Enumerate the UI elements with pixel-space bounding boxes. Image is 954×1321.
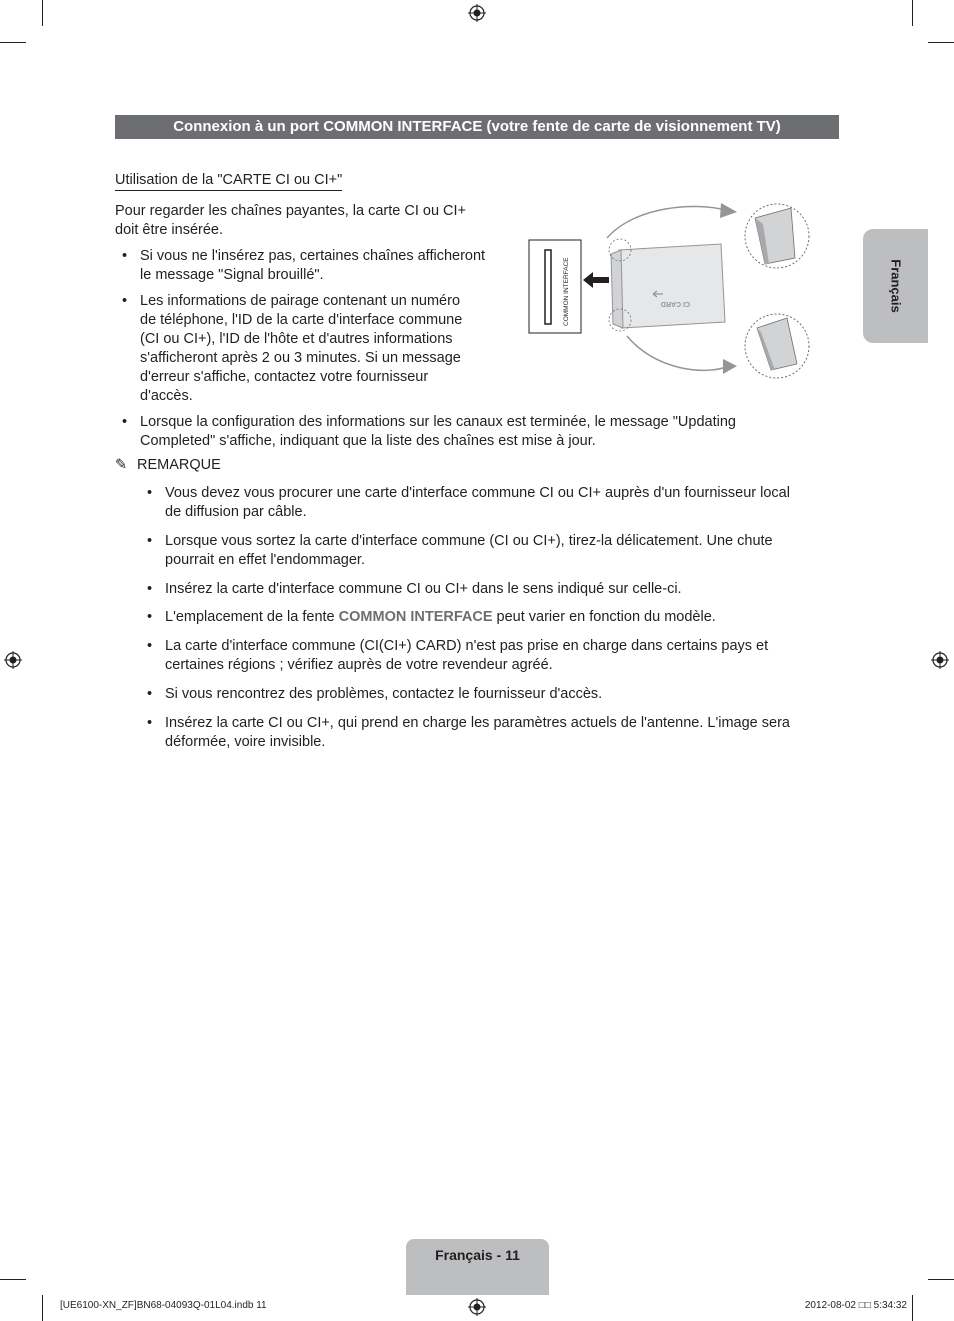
bullet-icon: •: [147, 715, 153, 731]
list-item: [122, 292, 463, 406]
crop-mark: [42, 1295, 43, 1321]
crop-mark: [928, 42, 954, 43]
crop-mark: [928, 1279, 954, 1280]
text-line: (CI ou CI+), l'ID de l'hôte et d'autres informations: [140, 331, 453, 347]
registration-mark-icon: [468, 1298, 486, 1316]
text-run: L'emplacement de la fente: [165, 609, 339, 625]
bullet-icon: •: [122, 248, 128, 264]
text-line: La carte d'interface commune (CI(CI+) CARD) n'est pas prise en charge dans certains pays et: [165, 638, 769, 654]
crop-mark: [0, 42, 26, 43]
registration-mark-icon: [468, 4, 486, 22]
text-line: Insérez la carte CI ou CI+, qui prend en charge les paramètres actuels de l'antenne. L'image sera: [165, 715, 790, 731]
bullet-icon: •: [122, 293, 128, 309]
text-line: doit être insérée.: [115, 222, 224, 238]
text-line: Completed" s'affiche, indiquant que la liste des chaînes est mise à jour.: [140, 433, 596, 449]
note-header: [115, 456, 221, 475]
bullet-icon: •: [122, 414, 128, 430]
text-line: déformée, voire invisible.: [165, 734, 326, 750]
bullet-icon: •: [147, 686, 153, 702]
list-item: [147, 484, 790, 522]
text-run: peut varier en fonction du modèle.: [492, 609, 716, 625]
crop-mark: [912, 1295, 913, 1321]
note-label: REMARQUE: [137, 457, 221, 473]
ci-card-illustration: [525, 198, 815, 383]
language-tab: [863, 229, 928, 343]
text-line: certaines régions ; vérifiez auprès de votre revendeur agréé.: [165, 657, 553, 673]
intro-paragraph: [115, 202, 466, 240]
list-item: [147, 637, 769, 675]
bullet-icon: •: [147, 485, 153, 501]
text-line: pourrait en effet l'endommager.: [165, 552, 365, 568]
text-line: Si vous ne l'insérez pas, certaines chaînes afficheront: [140, 248, 486, 264]
bullet-icon: •: [147, 533, 153, 549]
crop-mark: [42, 0, 43, 26]
list-item: [147, 608, 716, 627]
card-label: CI CARD: [660, 300, 690, 307]
crop-mark: [912, 0, 913, 26]
print-date-info: 2012-08-02 □□ 5:34:32: [804, 1300, 907, 1311]
text-line: Lorsque la configuration des informations sur les canaux est terminée, le message "Updating: [140, 414, 736, 430]
bullet-icon: •: [147, 638, 153, 654]
list-item: [147, 714, 790, 752]
language-tab-label: Français: [888, 259, 903, 313]
list-item: [122, 413, 736, 451]
subheading: Utilisation de la "CARTE CI ou CI+": [115, 171, 342, 191]
bullet-icon: •: [147, 581, 153, 597]
text-line: [165, 608, 716, 627]
text-line: d'erreur s'affiche, contactez votre fournisseur: [140, 369, 429, 385]
text-line: le message "Signal brouillé".: [140, 267, 324, 283]
common-interface-term: COMMON INTERFACE: [338, 609, 493, 625]
registration-mark-icon: [931, 651, 949, 669]
list-item: [147, 580, 682, 599]
page-number-tab: [406, 1239, 549, 1295]
text-line: Pour regarder les chaînes payantes, la carte CI ou CI+: [115, 203, 467, 219]
text-line: s'afficheront après 2 ou 3 minutes. Si un message: [140, 350, 461, 366]
pencil-icon: ✎: [115, 457, 128, 473]
list-item: [147, 532, 773, 570]
print-file-info: [UE6100-XN_ZF]BN68-04093Q-01L04.indb 11: [60, 1300, 267, 1311]
text-line: de téléphone, l'ID de la carte d'interface commune: [140, 312, 463, 328]
section-title: Connexion à un port COMMON INTERFACE (votre fente de carte de visionnement TV): [115, 115, 839, 139]
text-line: Lorsque vous sortez la carte d'interface commune (CI ou CI+), tirez-la délicatement. Une chute: [165, 533, 773, 549]
list-item: [122, 247, 486, 285]
bullet-icon: •: [147, 609, 153, 625]
text-line: Insérez la carte d'interface commune CI ou CI+ dans le sens indiqué sur celle-ci.: [165, 581, 682, 597]
list-item: [147, 685, 603, 704]
crop-mark: [0, 1279, 26, 1280]
text-line: d'accès.: [140, 388, 193, 404]
text-line: Si vous rencontrez des problèmes, contactez le fournisseur d'accès.: [165, 686, 603, 702]
registration-mark-icon: [4, 651, 22, 669]
text-line: Vous devez vous procurer une carte d'interface commune CI ou CI+ auprès d'un fournisseur local: [165, 485, 790, 501]
text-line: Les informations de pairage contenant un numéro: [140, 293, 461, 309]
text-line: de diffusion par câble.: [165, 504, 307, 520]
page-number: Français - 11: [435, 1247, 520, 1263]
slot-label: COMMON INTERFACE: [563, 257, 570, 326]
